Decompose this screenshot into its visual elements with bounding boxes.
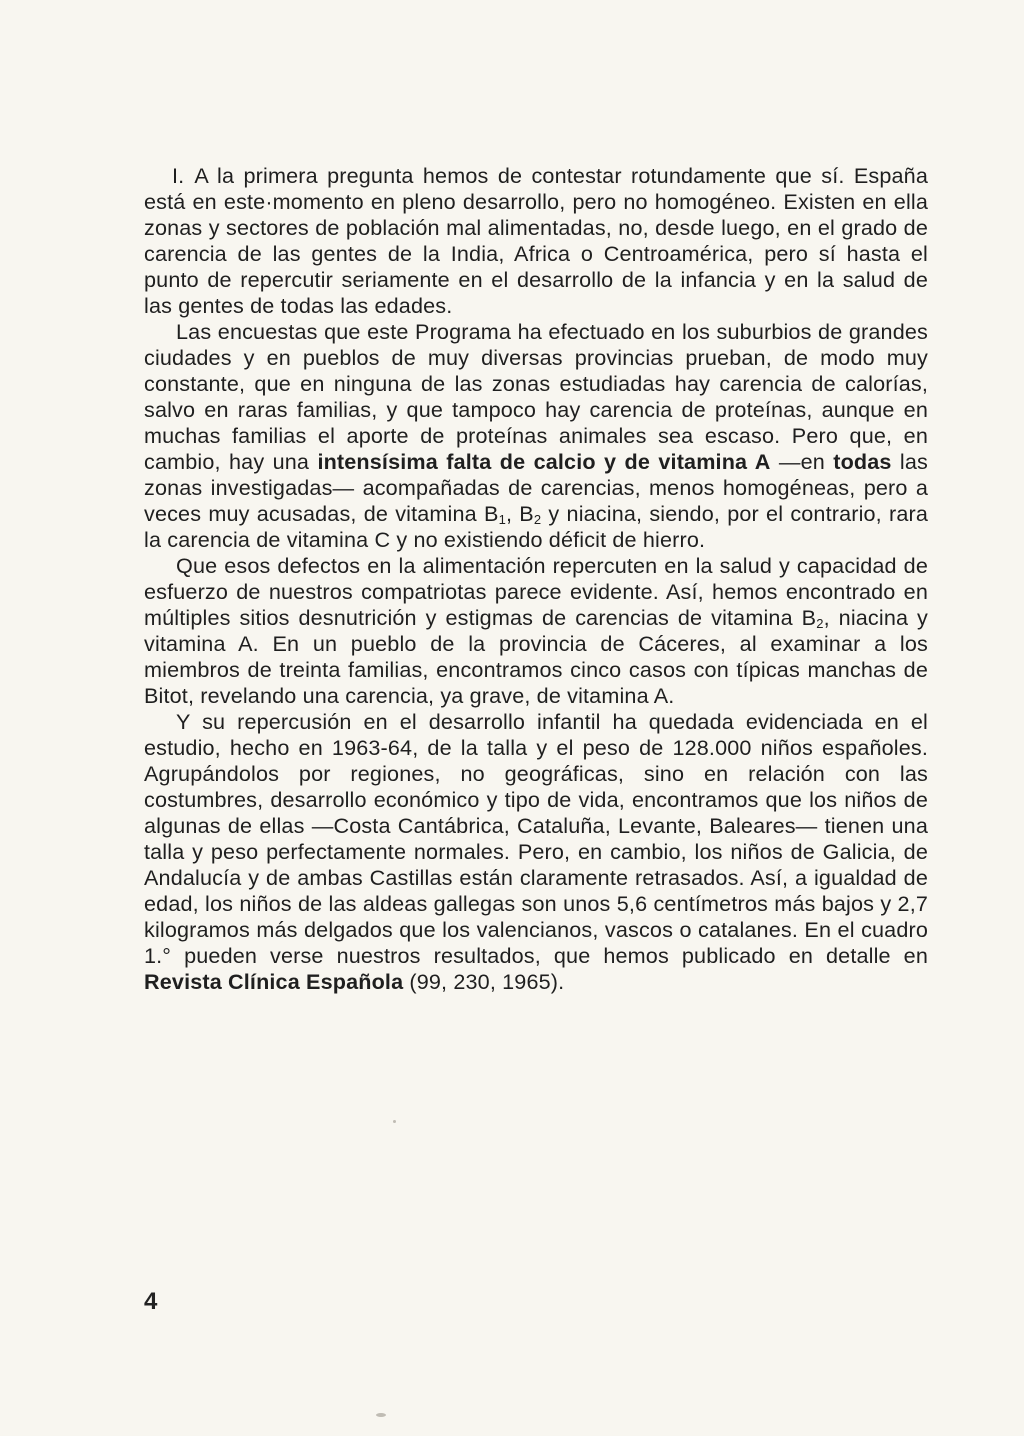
paragraph-3 (144, 553, 928, 709)
paragraph-4 (144, 709, 928, 995)
paragraph-1-text: A la primera pregunta hemos de contestar rotundamente que sí. España está en este·momento en pleno desarrollo, pero no homogéneo. Existen en ella zonas y sectores de población mal alimentadas, no, desde luego, en el grado de carencia de las gentes de la India, Africa o Centroamérica, pero sí hasta el punto de repercutir seriamente en el desarrollo de la infancia y en la salud de las gentes de todas las edades. (144, 163, 928, 318)
paragraph-3-text-b: , niacina y vitamina A. En un pueblo de la provincia de Cáceres, al examinar a los miembros de treinta familias, encontramos cinco casos con típicas manchas de Bitot, revelando una carencia, ya grave, de vitamina A. (144, 605, 928, 708)
page-number: 4 (144, 1288, 158, 1315)
body-text (144, 163, 928, 995)
subscript-b1: 1 (498, 512, 506, 527)
subscript-b2: 2 (816, 616, 824, 631)
paragraph-2-text-a: Las encuestas que este Programa ha efectuado en los suburbios de grandes ciudades y en pueblos de muy diversas provincias prueban, de modo muy constante, que en ninguna de las zonas estudiadas hay carencia de calorías, salvo en raras familias, y que tampoco hay carencia de proteínas, aunque en muchas familias el aporte de proteínas animales sea escaso. Pero que, en cambio, hay una (144, 319, 928, 474)
emphasis-todas: todas (833, 449, 892, 474)
paragraph-2-text-e: y niacina, siendo, por el contrario, rara la carencia de vitamina C y no existiendo déficit de hierro. (144, 501, 929, 552)
subscript-b2: 2 (533, 512, 542, 527)
paragraph-4-text-b: (99, 230, 1965). (403, 969, 565, 994)
emphasis-calcium-vitamin-a: intensísima falta de calcio y de vitamina A (317, 449, 771, 474)
paragraph-2-text-d: , B (505, 501, 534, 526)
journal-title: Revista Clínica Española (144, 969, 404, 994)
paragraph-2-text-c: las zonas investigadas— acompañadas de carencias, menos homogéneas, pero a veces muy acusadas, de vitamina B (144, 449, 928, 526)
paragraph-4-text-a: Y su repercusión en el desarrollo infantil ha quedada evidenciada en el estudio, hecho en 1963-64, de la talla y el peso de 128.000 niños españoles. Agrupándolos por regiones, no geográficas, sino en relación con las costumbres, desarrollo económico y tipo de vida, encontramos que los niños de algunas de ellas —Costa Cantábrica, Cataluña, Levante, Baleares— tienen una talla y peso perfectamente normales. Pero, en cambio, los niños de Galicia, de Andalucía y de ambas Castillas están claramente retrasados. Así, a igualdad de edad, los niños de las aldeas gallegas son unos 5,6 centímetros más bajos y 2,7 kilogramos más delgados que los valencianos, vascos o catalanes. En el cuadro 1.° pueden verse nuestros resultados, que hemos publicado en detalle en (144, 709, 928, 968)
paper-speck (376, 1413, 386, 1417)
paragraph-2 (144, 319, 928, 553)
paragraph-3-text-a: Que esos defectos en la alimentación repercuten en la salud y capacidad de esfuerzo de nuestros compatriotas parece evidente. Así, hemos encontrado en múltiples sitios desnutrición y estigmas de carencias de vitamina B (144, 553, 928, 630)
section-numeral: I. (172, 163, 185, 188)
paragraph-1 (144, 163, 928, 319)
paper-speck (393, 1120, 396, 1123)
paragraph-2-text-b: —en (770, 449, 834, 474)
